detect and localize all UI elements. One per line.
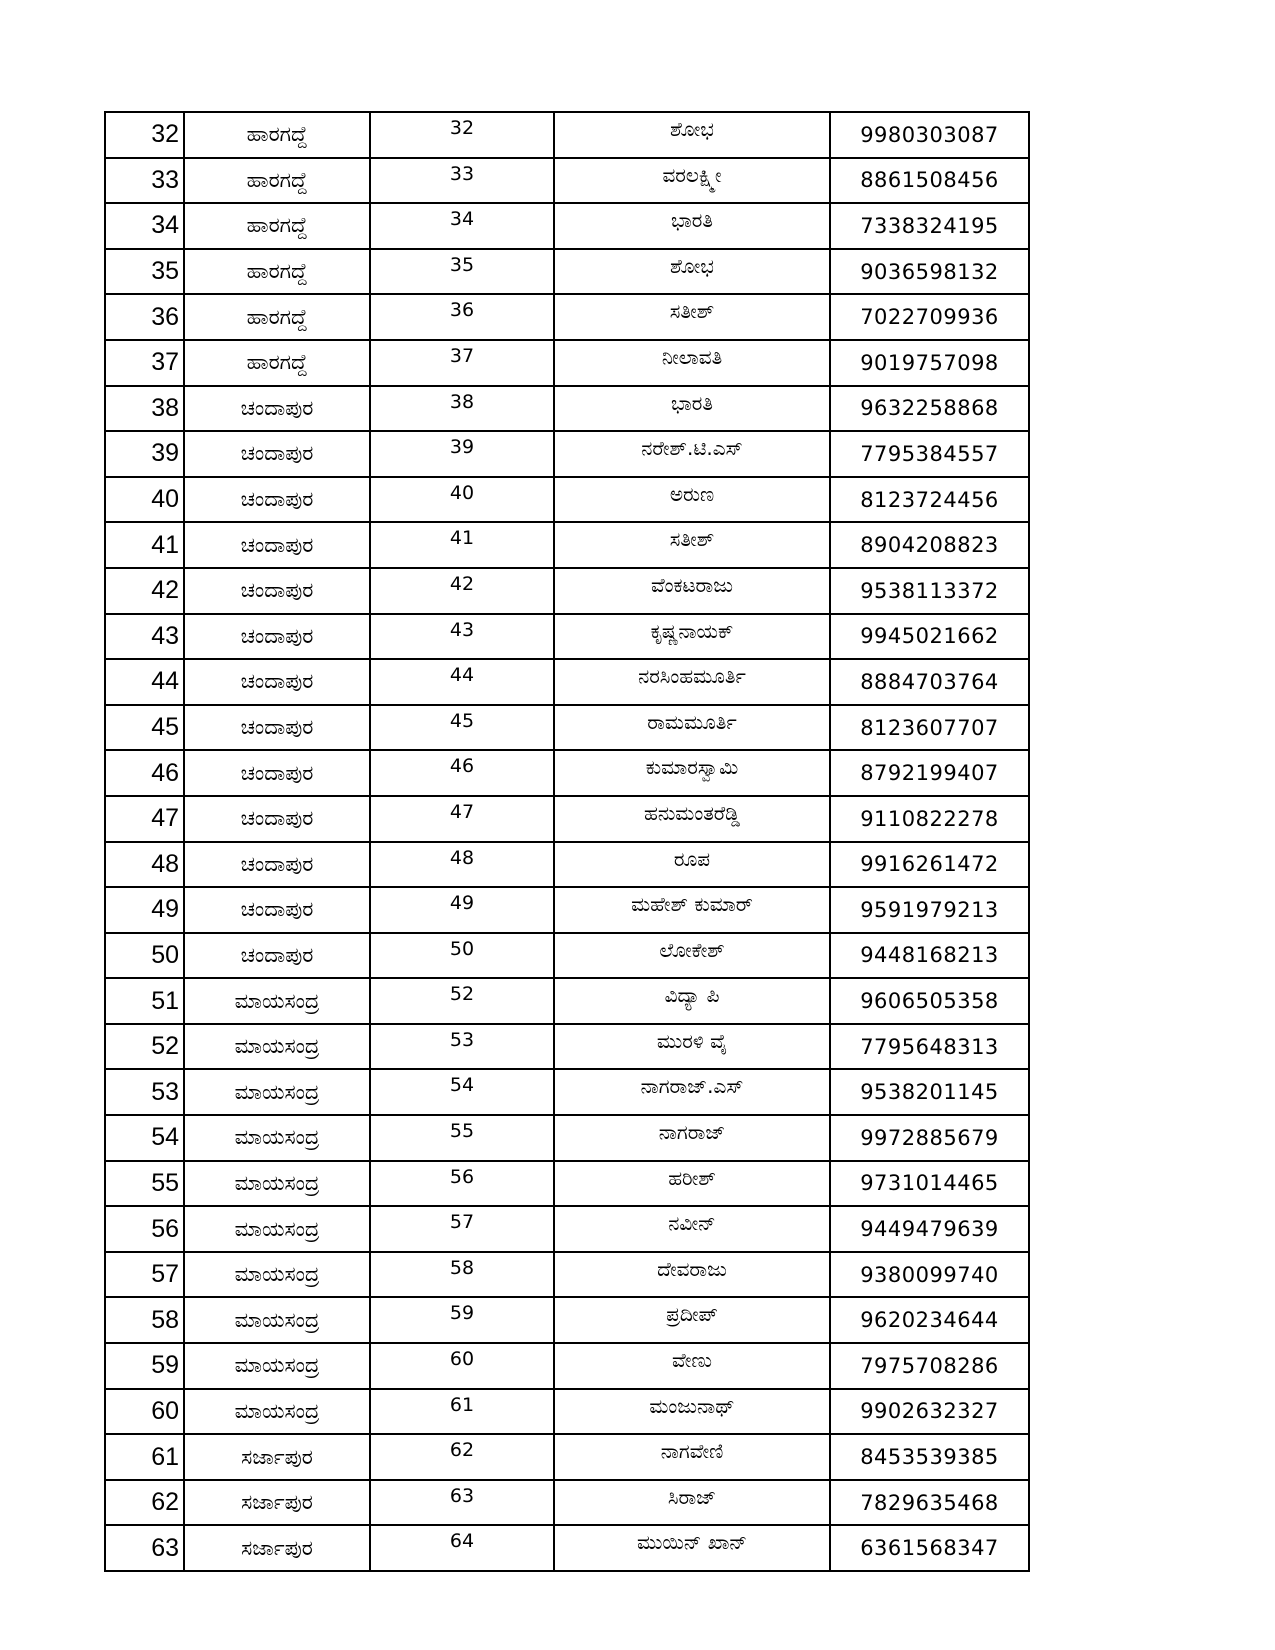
serial-number-cell: 44: [105, 659, 184, 705]
table-row: [105, 1206, 1029, 1252]
table-row: [105, 1525, 1029, 1571]
person-name-cell: ಸಿರಾಜ್: [554, 1480, 830, 1526]
phone-number-cell: 8453539385: [830, 1434, 1029, 1480]
serial-number-cell: 51: [105, 978, 184, 1024]
person-name-cell: ನರಸಿಂಹಮೂರ್ತಿ: [554, 659, 830, 705]
ward-number-cell: 40: [370, 477, 554, 523]
serial-number-cell: 54: [105, 1115, 184, 1161]
village-cell: ಮಾಯಸಂದ್ರ: [184, 1115, 370, 1161]
village-cell: ಮಾಯಸಂದ್ರ: [184, 1389, 370, 1435]
person-name-cell: ವರಲಕ್ಷ್ಮೀ: [554, 158, 830, 204]
village-cell: ಮಾಯಸಂದ್ರ: [184, 1161, 370, 1207]
table-row: [105, 249, 1029, 295]
person-name-cell: ಶೋಭ: [554, 249, 830, 295]
person-name-cell: ಮಹೇಶ್ ಕುಮಾರ್: [554, 887, 830, 933]
ward-number-cell: 44: [370, 659, 554, 705]
table-row: [105, 1343, 1029, 1389]
phone-number-cell: 9591979213: [830, 887, 1029, 933]
serial-number-cell: 49: [105, 887, 184, 933]
person-name-cell: ನಾಗರಾಜ್: [554, 1115, 830, 1161]
phone-number-cell: 9620234644: [830, 1297, 1029, 1343]
person-name-cell: ವಿದ್ಯಾ ಪಿ: [554, 978, 830, 1024]
serial-number-cell: 56: [105, 1206, 184, 1252]
person-name-cell: ಕೃಷ್ಣನಾಯಕ್: [554, 614, 830, 660]
table-row: [105, 386, 1029, 432]
village-cell: ಚಂದಾಪುರ: [184, 614, 370, 660]
phone-number-cell: 9902632327: [830, 1389, 1029, 1435]
serial-number-cell: 55: [105, 1161, 184, 1207]
ward-number-cell: 33: [370, 158, 554, 204]
table-row: [105, 1297, 1029, 1343]
village-cell: ಚಂದಾಪುರ: [184, 842, 370, 888]
serial-number-cell: 32: [105, 112, 184, 158]
person-name-cell: ನವೀನ್: [554, 1206, 830, 1252]
serial-number-cell: 38: [105, 386, 184, 432]
phone-number-cell: 8123724456: [830, 477, 1029, 523]
table-row: [105, 477, 1029, 523]
person-name-cell: ಕುಮಾರಸ್ವಾಮಿ: [554, 750, 830, 796]
table-row: [105, 796, 1029, 842]
ward-number-cell: 52: [370, 978, 554, 1024]
ward-number-cell: 53: [370, 1024, 554, 1070]
ward-number-cell: 50: [370, 933, 554, 979]
ward-number-cell: 43: [370, 614, 554, 660]
table-row: [105, 1252, 1029, 1298]
village-cell: ಹಾರಗದ್ದೆ: [184, 249, 370, 295]
ward-number-cell: 42: [370, 568, 554, 614]
serial-number-cell: 63: [105, 1525, 184, 1571]
village-cell: ಮಾಯಸಂದ್ರ: [184, 1343, 370, 1389]
serial-number-cell: 39: [105, 431, 184, 477]
table-row: [105, 1434, 1029, 1480]
table-row: [105, 1389, 1029, 1435]
village-cell: ಮಾಯಸಂದ್ರ: [184, 1252, 370, 1298]
village-cell: ಹಾರಗದ್ದೆ: [184, 294, 370, 340]
phone-number-cell: 9980303087: [830, 112, 1029, 158]
phone-number-cell: 9449479639: [830, 1206, 1029, 1252]
table-row: [105, 750, 1029, 796]
serial-number-cell: 46: [105, 750, 184, 796]
village-cell: ಹಾರಗದ್ದೆ: [184, 158, 370, 204]
serial-number-cell: 43: [105, 614, 184, 660]
village-cell: ಚಂದಾಪುರ: [184, 568, 370, 614]
phone-number-cell: 9632258868: [830, 386, 1029, 432]
ward-number-cell: 46: [370, 750, 554, 796]
serial-number-cell: 52: [105, 1024, 184, 1070]
serial-number-cell: 60: [105, 1389, 184, 1435]
person-name-cell: ರೂಪ: [554, 842, 830, 888]
phone-number-cell: 8861508456: [830, 158, 1029, 204]
phone-number-cell: 9606505358: [830, 978, 1029, 1024]
table-row: [105, 522, 1029, 568]
phone-number-cell: 8884703764: [830, 659, 1029, 705]
person-name-cell: ವೆಂಕಟರಾಜು: [554, 568, 830, 614]
ward-number-cell: 62: [370, 1434, 554, 1480]
phone-number-cell: 6361568347: [830, 1525, 1029, 1571]
village-cell: ಚಂದಾಪುರ: [184, 431, 370, 477]
ward-number-cell: 32: [370, 112, 554, 158]
serial-number-cell: 50: [105, 933, 184, 979]
ward-number-cell: 37: [370, 340, 554, 386]
phone-number-cell: 7338324195: [830, 203, 1029, 249]
person-name-cell: ದೇವರಾಜು: [554, 1252, 830, 1298]
ward-number-cell: 36: [370, 294, 554, 340]
person-name-cell: ಅರುಣ: [554, 477, 830, 523]
phone-number-cell: 9731014465: [830, 1161, 1029, 1207]
ward-number-cell: 59: [370, 1297, 554, 1343]
person-name-cell: ಹನುಮಂತರೆಡ್ಡಿ: [554, 796, 830, 842]
person-name-cell: ನಾಗರಾಜ್.ಎಸ್: [554, 1069, 830, 1115]
person-name-cell: ಭಾರತಿ: [554, 203, 830, 249]
village-cell: ಚಂದಾಪುರ: [184, 933, 370, 979]
phone-number-cell: 7829635468: [830, 1480, 1029, 1526]
village-cell: ಸರ್ಜಾಪುರ: [184, 1480, 370, 1526]
phone-number-cell: 9036598132: [830, 249, 1029, 295]
phone-number-cell: 7795648313: [830, 1024, 1029, 1070]
person-name-cell: ರಾಮಮೂರ್ತಿ: [554, 705, 830, 751]
village-cell: ಮಾಯಸಂದ್ರ: [184, 1206, 370, 1252]
table-row: [105, 431, 1029, 477]
village-cell: ಹಾರಗದ್ದೆ: [184, 340, 370, 386]
person-name-cell: ನಾಗವೇಣಿ: [554, 1434, 830, 1480]
ward-number-cell: 45: [370, 705, 554, 751]
ward-number-cell: 34: [370, 203, 554, 249]
village-cell: ಚಂದಾಪುರ: [184, 887, 370, 933]
phone-number-cell: 8904208823: [830, 522, 1029, 568]
phone-number-cell: 9380099740: [830, 1252, 1029, 1298]
village-cell: ಮಾಯಸಂದ್ರ: [184, 1297, 370, 1343]
person-name-cell: ನೀಲಾವತಿ: [554, 340, 830, 386]
phone-number-cell: 9972885679: [830, 1115, 1029, 1161]
ward-number-cell: 57: [370, 1206, 554, 1252]
table-row: [105, 705, 1029, 751]
ward-number-cell: 49: [370, 887, 554, 933]
village-cell: ಹಾರಗದ್ದೆ: [184, 203, 370, 249]
serial-number-cell: 57: [105, 1252, 184, 1298]
person-name-cell: ಶೋಭ: [554, 112, 830, 158]
village-cell: ಮಾಯಸಂದ್ರ: [184, 1024, 370, 1070]
table-row: [105, 203, 1029, 249]
ward-number-cell: 48: [370, 842, 554, 888]
person-name-cell: ಸತೀಶ್: [554, 294, 830, 340]
village-cell: ಮಾಯಸಂದ್ರ: [184, 978, 370, 1024]
village-cell: ಚಂದಾಪುರ: [184, 705, 370, 751]
village-cell: ಸರ್ಜಾಪುರ: [184, 1434, 370, 1480]
phone-number-cell: 8123607707: [830, 705, 1029, 751]
serial-number-cell: 33: [105, 158, 184, 204]
phone-number-cell: 9110822278: [830, 796, 1029, 842]
ward-number-cell: 47: [370, 796, 554, 842]
table-row: [105, 887, 1029, 933]
serial-number-cell: 61: [105, 1434, 184, 1480]
table-row: [105, 659, 1029, 705]
serial-number-cell: 37: [105, 340, 184, 386]
table-row: [105, 614, 1029, 660]
phone-number-cell: 7022709936: [830, 294, 1029, 340]
village-cell: ಚಂದಾಪುರ: [184, 477, 370, 523]
village-cell: ಚಂದಾಪುರ: [184, 522, 370, 568]
serial-number-cell: 59: [105, 1343, 184, 1389]
phone-number-cell: 7795384557: [830, 431, 1029, 477]
table-row: [105, 1480, 1029, 1526]
ward-number-cell: 55: [370, 1115, 554, 1161]
ward-number-cell: 56: [370, 1161, 554, 1207]
person-name-cell: ಹರೀಶ್: [554, 1161, 830, 1207]
person-name-cell: ಮಂಜುನಾಥ್: [554, 1389, 830, 1435]
village-cell: ಚಂದಾಪುರ: [184, 659, 370, 705]
table-row: [105, 294, 1029, 340]
serial-number-cell: 53: [105, 1069, 184, 1115]
ward-number-cell: 63: [370, 1480, 554, 1526]
serial-number-cell: 45: [105, 705, 184, 751]
table-row: [105, 933, 1029, 979]
phone-number-cell: 9945021662: [830, 614, 1029, 660]
table-row: [105, 340, 1029, 386]
phone-number-cell: 9019757098: [830, 340, 1029, 386]
ward-number-cell: 35: [370, 249, 554, 295]
person-name-cell: ನರೇಶ್.ಟಿ.ಎಸ್: [554, 431, 830, 477]
table-row: [105, 1161, 1029, 1207]
serial-number-cell: 34: [105, 203, 184, 249]
village-cell: ಮಾಯಸಂದ್ರ: [184, 1069, 370, 1115]
person-name-cell: ಭಾರತಿ: [554, 386, 830, 432]
ward-number-cell: 38: [370, 386, 554, 432]
serial-number-cell: 35: [105, 249, 184, 295]
ward-number-cell: 64: [370, 1525, 554, 1571]
table-row: [105, 568, 1029, 614]
phone-number-cell: 7975708286: [830, 1343, 1029, 1389]
person-name-cell: ಸತೀಶ್: [554, 522, 830, 568]
phone-number-cell: 8792199407: [830, 750, 1029, 796]
village-cell: ಚಂದಾಪುರ: [184, 386, 370, 432]
serial-number-cell: 62: [105, 1480, 184, 1526]
serial-number-cell: 40: [105, 477, 184, 523]
contact-table: [104, 111, 1030, 1572]
serial-number-cell: 48: [105, 842, 184, 888]
serial-number-cell: 41: [105, 522, 184, 568]
village-cell: ಚಂದಾಪುರ: [184, 750, 370, 796]
table-row: [105, 112, 1029, 158]
ward-number-cell: 58: [370, 1252, 554, 1298]
table-row: [105, 158, 1029, 204]
serial-number-cell: 58: [105, 1297, 184, 1343]
ward-number-cell: 60: [370, 1343, 554, 1389]
ward-number-cell: 41: [370, 522, 554, 568]
ward-number-cell: 54: [370, 1069, 554, 1115]
serial-number-cell: 42: [105, 568, 184, 614]
table-row: [105, 842, 1029, 888]
phone-number-cell: 9538201145: [830, 1069, 1029, 1115]
person-name-cell: ಪ್ರದೀಪ್: [554, 1297, 830, 1343]
table-row: [105, 1115, 1029, 1161]
table-body: [105, 112, 1029, 1571]
table-row: [105, 978, 1029, 1024]
table-row: [105, 1069, 1029, 1115]
ward-number-cell: 39: [370, 431, 554, 477]
village-cell: ಸರ್ಜಾಪುರ: [184, 1525, 370, 1571]
phone-number-cell: 9538113372: [830, 568, 1029, 614]
person-name-cell: ಲೋಕೇಶ್: [554, 933, 830, 979]
phone-number-cell: 9448168213: [830, 933, 1029, 979]
village-cell: ಚಂದಾಪುರ: [184, 796, 370, 842]
person-name-cell: ಮುರಳಿ ವೈ: [554, 1024, 830, 1070]
serial-number-cell: 36: [105, 294, 184, 340]
phone-number-cell: 9916261472: [830, 842, 1029, 888]
person-name-cell: ಮುಯಿನ್ ಖಾನ್: [554, 1525, 830, 1571]
village-cell: ಹಾರಗದ್ದೆ: [184, 112, 370, 158]
serial-number-cell: 47: [105, 796, 184, 842]
table-row: [105, 1024, 1029, 1070]
ward-number-cell: 61: [370, 1389, 554, 1435]
person-name-cell: ವೇಣು: [554, 1343, 830, 1389]
